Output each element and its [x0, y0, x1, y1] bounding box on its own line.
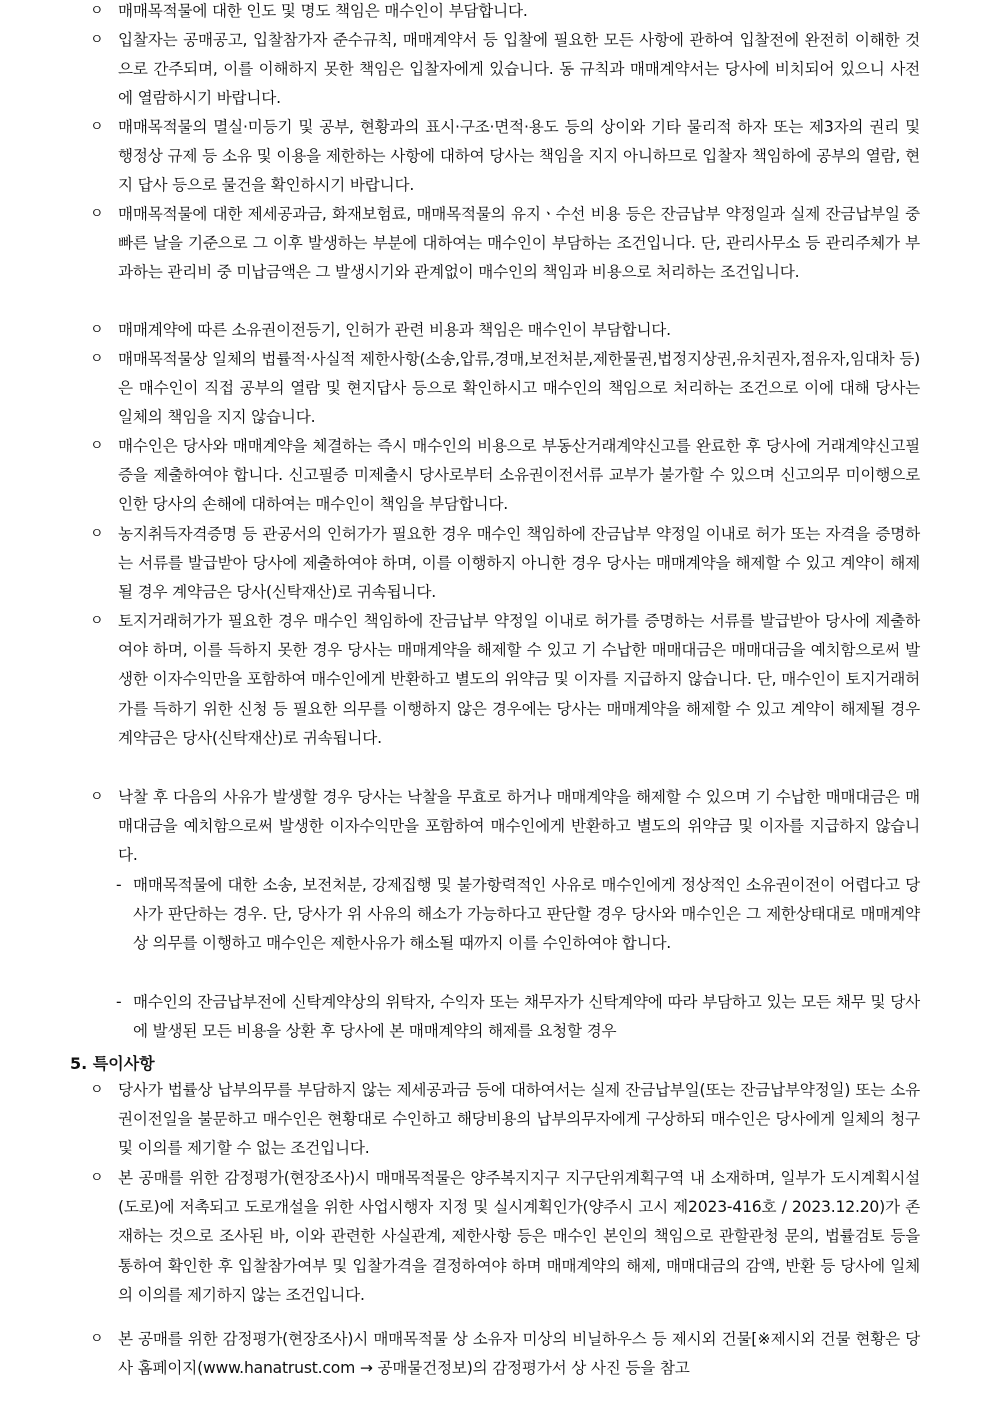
sub-list-item — [116, 988, 920, 1046]
list-item — [90, 345, 920, 433]
list-item — [90, 26, 920, 114]
list-item-text: 본 공매를 위한 감정평가(현장조사)시 매매목적물 상 소유자 미상의 비닐하우스 등 제시외 건물[※제시외 건물 현황은 당사 홈페이지(www.hanatrust.com → 공매물건정보)의 감정평가서 상 사진 등을 참고 — [118, 1330, 920, 1378]
bullet-marker: ㅇ — [90, 1170, 104, 1186]
list-item-text: 매매목적물에 대한 제세공과금, 화재보험료, 매매목적물의 유지ㆍ수선 비용 등은 잔금납부 약정일과 실제 잔금납부일 중 빠른 날을 기준으로 그 이후 발생하는 부분에 대하여는 매수인이 부담하는 조건입니다. 단, 관리사무소 등 관리주체가 부과하는 관리비 중 미납금액은 그 발생시기와 관계없이 매수인의 책임과 비용으로 처리하는 조건입니다. — [118, 205, 920, 282]
list-item-text: 매매목적물상 일체의 법률적·사실적 제한사항(소송,압류,경매,보전처분,제한물권,법정지상권,유치권자,점유자,임대차 등)은 매수인이 직접 공부의 열람 및 현지답사 등으로 확인하시고 매수인의 책임으로 처리하는 조건으로 이에 대해 당사는 일체의 책임을 지지 않습니다. — [118, 350, 920, 427]
bullet-marker: ㅇ — [90, 1082, 104, 1098]
list-item — [90, 432, 920, 520]
sub-list-item-text: 매수인의 잔금납부전에 신탁계약상의 위탁자, 수익자 또는 채무자가 신탁계약에 따라 부담하고 있는 모든 채무 및 당사에 발생된 모든 비용을 상환 후 당사에 본 매매계약의 해제를 요청할 경우 — [133, 993, 920, 1041]
dash-marker: - — [116, 993, 122, 1011]
list-item — [90, 1325, 920, 1383]
list-item — [90, 1164, 920, 1310]
list-item — [90, 607, 920, 753]
list-item-text: 매매계약에 따른 소유권이전등기, 인허가 관련 비용과 책임은 매수인이 부담합니다. — [118, 321, 671, 339]
list-item — [90, 1076, 920, 1164]
bullet-marker: ㅇ — [90, 351, 104, 367]
bullet-marker: ㅇ — [90, 526, 104, 542]
sub-list-item-text: 매매목적물에 대한 소송, 보전처분, 강제집행 및 불가항력적인 사유로 매수인에게 정상적인 소유권이전이 어렵다고 당사가 판단하는 경우. 단, 당사가 위 사유의 해소가 가능하다고 판단할 경우 당사와 매수인은 그 제한상태대로 매매계약상 의무를 이행하고 매수인은 제한사유가 해소될 때까지 이를 수인하여야 합니다. — [133, 876, 920, 953]
sub-list-item — [116, 871, 920, 959]
list-item-text: 당사가 법률상 납부의무를 부담하지 않는 제세공과금 등에 대하여서는 실제 잔금납부일(또는 잔금납부약정일) 또는 소유권이전일을 불문하고 매수인은 현황대로 수인하고 해당비용의 납부의무자에게 구상하되 매수인은 당사에게 일체의 청구 및 이의를 제기할 수 없는 조건입니다. — [118, 1081, 920, 1158]
bullet-marker: ㅇ — [90, 789, 104, 805]
list-item — [90, 520, 920, 608]
bullet-marker: ㅇ — [90, 1331, 104, 1347]
list-item — [90, 783, 920, 871]
bullet-marker: ㅇ — [90, 206, 104, 222]
bullet-marker: ㅇ — [90, 119, 104, 135]
list-item-text: 토지거래허가가 필요한 경우 매수인 책임하에 잔금납부 약정일 이내로 허가를 증명하는 서류를 발급받아 당사에 제출하여야 하며, 이를 득하지 못한 경우 당사는 매매계약을 해제할 수 있고 기 수납한 매매대금은 매매대금을 예치함으로써 발생한 이자수익만을 포함하여 매수인에게 반환하고 별도의 위약금 및 이자를 지급하지 않습니다. 단, 매수인이 토지거래허가를 득하기 위한 신청 등 필요한 의무를 이행하지 않은 경우에는 당사는 매매계약을 해제할 수 있고 계약이 해제될 경우 계약금은 당사(신탁재산)로 귀속됩니다. — [118, 612, 920, 747]
dash-marker: - — [116, 876, 122, 894]
list-item-text: 농지취득자격증명 등 관공서의 인허가가 필요한 경우 매수인 책임하에 잔금납부 약정일 이내로 허가 또는 자격을 증명하는 서류를 발급받아 당사에 제출하여야 하며, 이를 이행하지 아니한 경우 당사는 매매계약을 해제할 수 있고 계약이 해제될 경우 계약금은 당사(신탁재산)로 귀속됩니다. — [118, 525, 920, 602]
list-item-text: 입찰자는 공매공고, 입찰참가자 준수규칙, 매매계약서 등 입찰에 필요한 모든 사항에 관하여 입찰전에 완전히 이해한 것으로 간주되며, 이를 이해하지 못한 책임은 입찰자에게 있습니다. 동 규칙과 매매계약서는 당사에 비치되어 있으니 사전에 열람하시기 바랍니다. — [118, 31, 920, 108]
list-item — [90, 113, 920, 201]
list-item-text: 낙찰 후 다음의 사유가 발생할 경우 당사는 낙찰을 무효로 하거나 매매계약을 해제할 수 있으며 기 수납한 매매대금은 매매대금을 예치함으로써 발생한 이자수익만을 포함하여 매수인에게 반환하고 별도의 위약금 및 이자를 지급하지 않습니다. — [118, 788, 920, 865]
section-heading: 5. 특이사항 — [70, 1054, 155, 1073]
bullet-marker: ㅇ — [90, 322, 104, 338]
bullet-marker: ㅇ — [90, 32, 104, 48]
list-item — [90, 316, 920, 345]
list-item — [90, 0, 920, 26]
list-item — [90, 200, 920, 288]
bullet-marker: ㅇ — [90, 438, 104, 454]
list-item-text: 본 공매를 위한 감정평가(현장조사)시 매매목적물은 양주복지지구 지구단위계획구역 내 소재하며, 일부가 도시계획시설(도로)에 저촉되고 도로개설을 위한 사업시행자 지정 및 실시계획인가(양주시 고시 제2023-416호 / 2023.12.20)가 존재하는 것으로 조사된 바, 이와 관련한 사실관계, 제한사항 등은 매수인 본인의 책임으로 관할관청 문의, 법률검토 등을 통하여 확인한 후 입찰참가여부 및 입찰가격을 결정하여야 하며 매매계약의 해제, 매매대금의 감액, 반환 등 당사에 일체의 이의를 제기하지 않는 조건입니다. — [118, 1169, 920, 1304]
bullet-marker: ㅇ — [90, 3, 104, 19]
bullet-marker: ㅇ — [90, 613, 104, 629]
list-item-text: 매매목적물의 멸실·미등기 및 공부, 현황과의 표시·구조·면적·용도 등의 상이와 기타 물리적 하자 또는 제3자의 권리 및 행정상 규제 등 소유 및 이용을 제한하는 사항에 대하여 당사는 책임을 지지 아니하므로 입찰자 책임하에 공부의 열람, 현지 답사 등으로 물건을 확인하시기 바랍니다. — [118, 118, 920, 195]
list-item-text: 매매목적물에 대한 인도 및 명도 책임은 매수인이 부담합니다. — [118, 2, 528, 20]
list-item-text: 매수인은 당사와 매매계약을 체결하는 즉시 매수인의 비용으로 부동산거래계약신고를 완료한 후 당사에 거래계약신고필증을 제출하여야 합니다. 신고필증 미제출시 당사로부터 소유권이전서류 교부가 불가할 수 있으며 신고의무 미이행으로 인한 당사의 손해에 대하여는 매수인이 책임을 부담합니다. — [118, 437, 920, 514]
